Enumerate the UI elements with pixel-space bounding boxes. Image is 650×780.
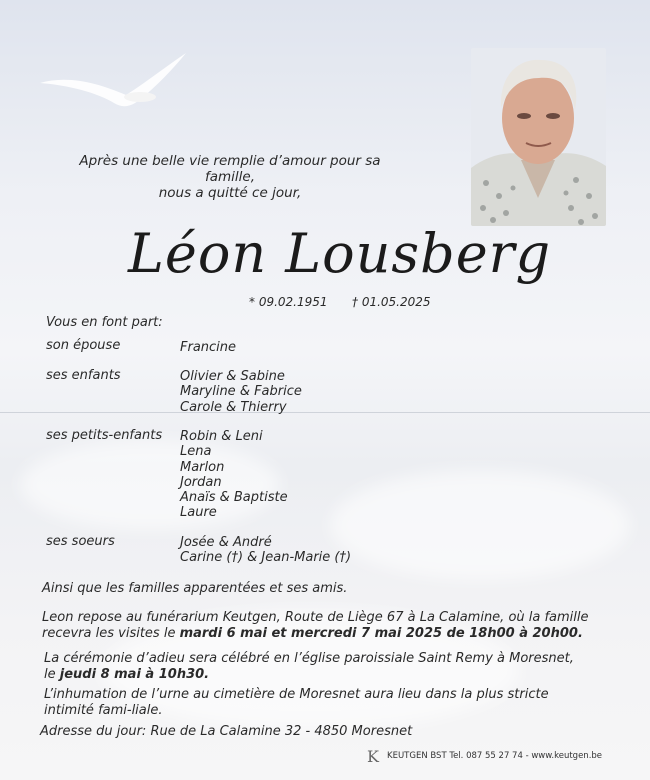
birth-date: * 09.02.1951 [249,295,328,309]
grandchildren-label: ses petits-enfants [46,428,163,443]
address-text: Adresse du jour: Rue de La Calamine 32 - 4850 Moresnet [40,724,413,739]
visit-text [42,610,607,642]
list-item: Maryline & Fabrice [180,384,302,400]
list-item: Anaïs & Baptiste [180,490,288,506]
list-item: Carine (†) & Jean-Marie (†) [180,550,352,566]
list-item: Olivier & Sabine [180,369,285,384]
list-item: Jordan [180,474,222,490]
fold-line [0,412,650,413]
sisters-names [180,535,351,566]
ceremony-prefix: le [44,667,60,682]
list-item: Carole & Thierry [180,399,287,415]
death-date: † 01.05.2025 [352,295,431,309]
children-label: ses enfants [46,368,121,383]
spouse-names [180,340,236,355]
ceremony-line-1: La cérémonie d’adieu sera célébré en l’église paroissiale Saint Remy à Moresnet, [44,651,574,666]
ceremony-time: jeudi 8 mai à 10h30. [59,667,210,682]
list-item: Marlon [180,459,225,475]
list-item: Robin & Leni [180,429,263,444]
footer-text: KEUTGEN BST Tel. 087 55 27 74 - www.keutgen.be [387,751,603,761]
intro-line-2: nous a quitté ce jour, [158,185,302,201]
ceremony-text [44,651,604,683]
seagull-image [38,45,188,115]
portrait-photo [471,48,606,226]
visit-text-intro: Leon repose au funérarium Keutgen, Route de Liège 67 à La Calamine, où la famille recevra les visites le [42,610,589,641]
grandchildren-names [180,429,288,521]
children-names [180,369,302,415]
list-item: Josée & André [180,535,272,550]
keutgen-logo: K [367,747,379,766]
deceased-name: Léon Lousberg [128,222,552,285]
announce-text: Vous en font part: [46,315,163,330]
list-item: Lena [180,444,212,460]
list-item: Francine [180,340,237,355]
burial-text: L’inhumation de l’urne au cimetière de Moresnet aura lieu dans la plus stricte intimité fami-liale. [44,687,549,718]
cloud-decoration [330,470,630,580]
spouse-label: son épouse [46,338,121,353]
relatives-text: Ainsi que les familles apparentées et ses amis. [42,581,348,596]
intro-line-1: Après une belle vie remplie d’amour pour sa famille, [79,153,381,185]
visit-times: mardi 6 mai et mercredi 7 mai 2025 de 18h00 à 20h00. [179,626,583,641]
intro-text [60,153,400,201]
list-item: Laure [180,505,217,521]
sisters-label: ses soeurs [46,534,115,549]
